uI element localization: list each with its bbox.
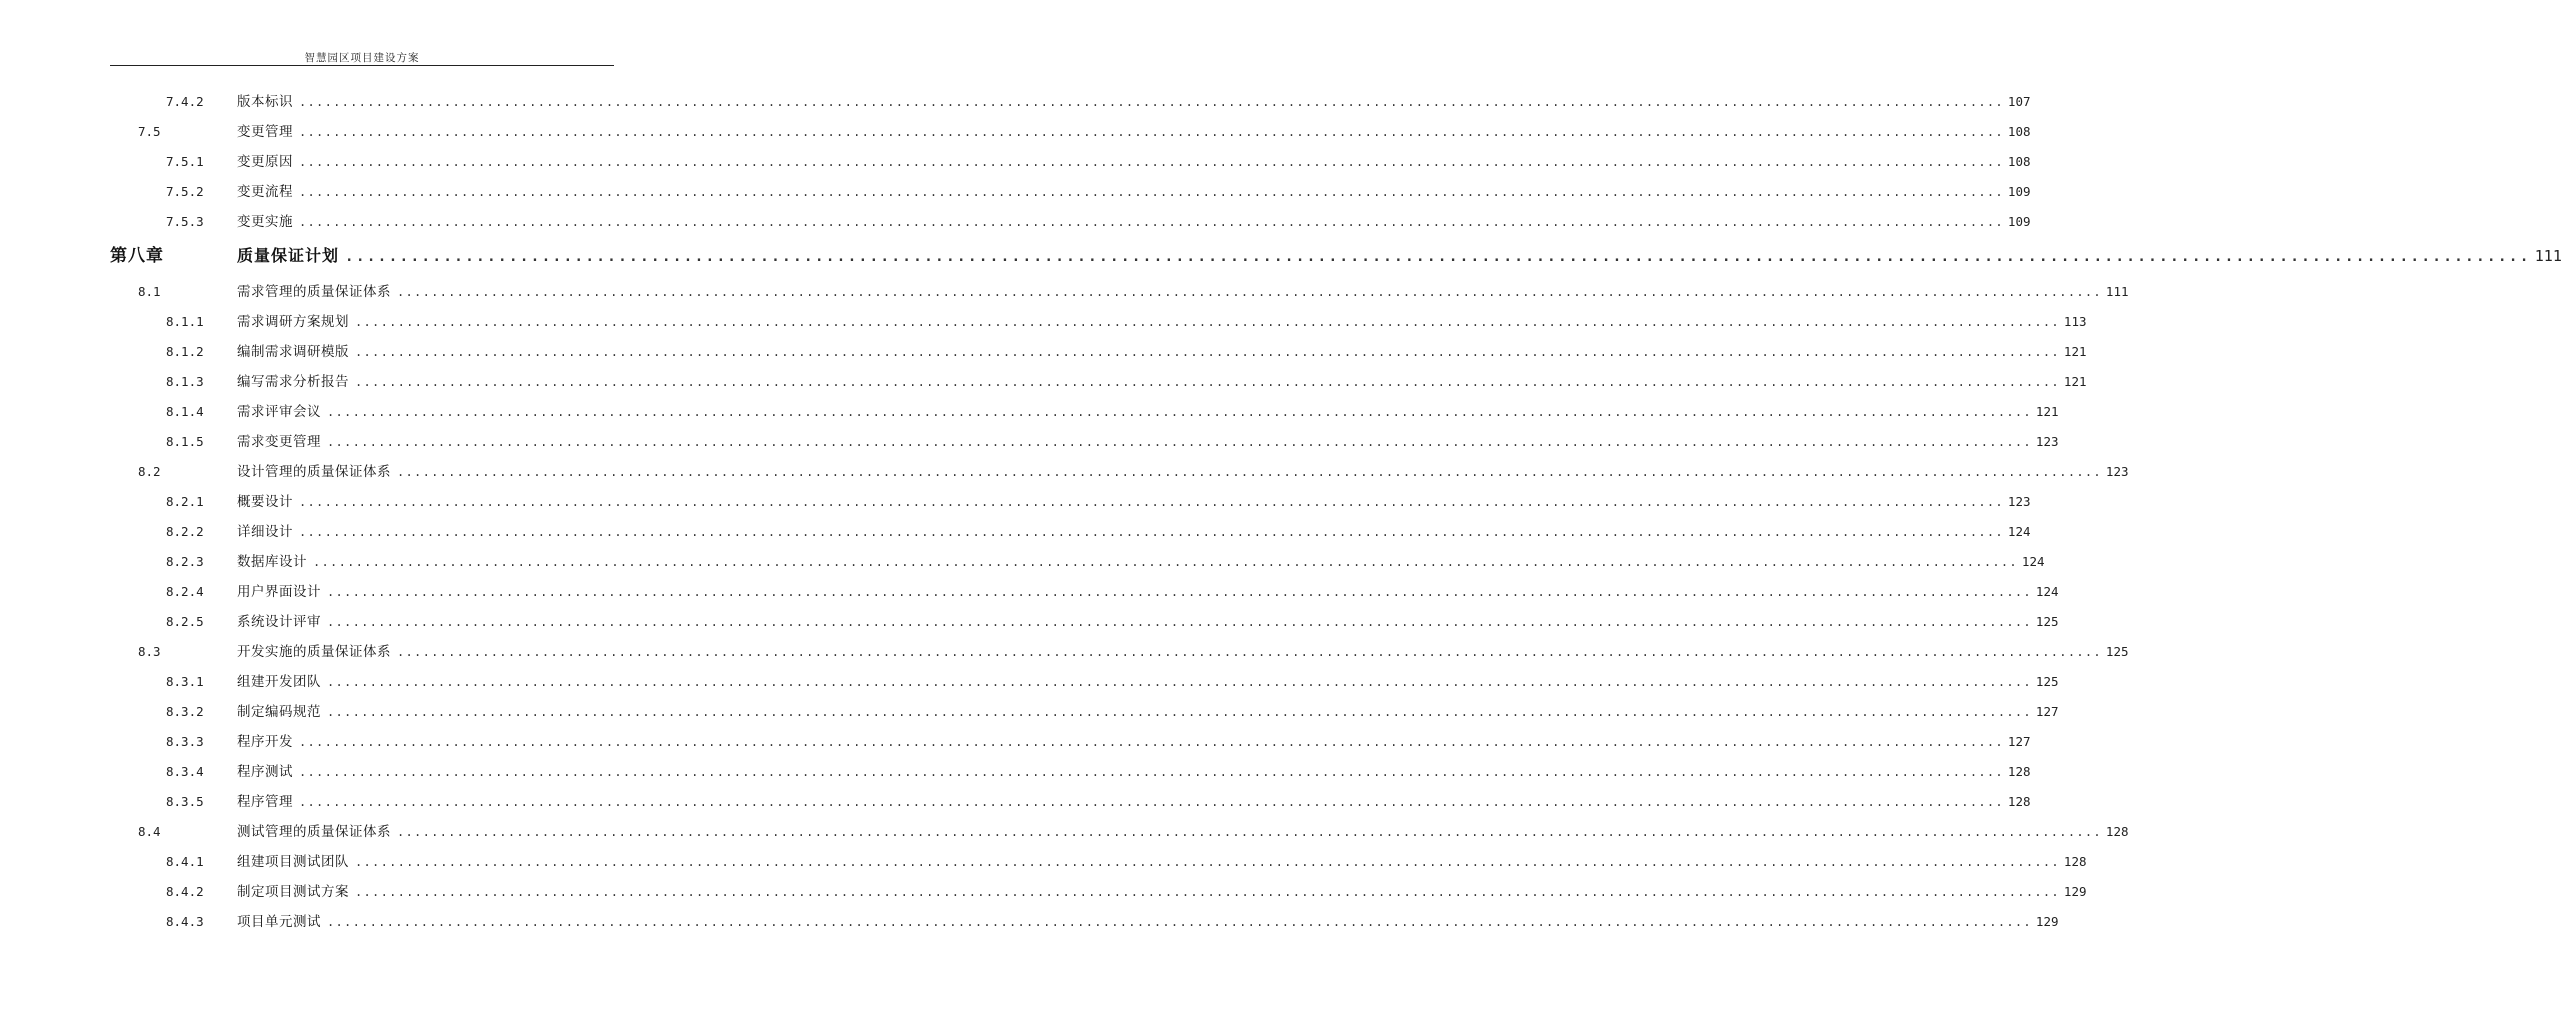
toc-entry-number: 8.2.2 <box>166 524 204 539</box>
toc-dot-leader: ........................................................................................................................................................................................................ <box>397 825 2102 839</box>
toc-entry-number: 8.1.2 <box>166 344 204 359</box>
toc-entry-number: 8.1.5 <box>166 434 204 449</box>
toc-entry-number: 8.3 <box>138 644 161 659</box>
toc-entry-number: 8.2.4 <box>166 584 204 599</box>
toc-entry-title: 变更原因 <box>237 154 293 170</box>
toc-dot-leader: ........................................................................................................................................................................................................ <box>299 185 2004 199</box>
toc-entry-page-number: 128 <box>2007 794 2031 809</box>
toc-entry-title: 需求管理的质量保证体系 <box>237 284 391 300</box>
toc-dot-leader: ........................................................................................................................................................................................................ <box>355 315 2060 329</box>
toc-entry-number: 8.1.1 <box>166 314 204 329</box>
toc-entry-number: 8.1 <box>138 284 161 299</box>
toc-entry-line <box>237 821 2129 843</box>
toc-entry-title: 程序开发 <box>237 734 293 750</box>
toc-entry-page-number: 124 <box>2021 554 2045 569</box>
toc-entry-line <box>237 551 2045 573</box>
toc-entry[interactable] <box>0 491 2031 513</box>
toc-entry-title: 编制需求调研模版 <box>237 344 349 360</box>
toc-entry-number: 8.4 <box>138 824 161 839</box>
toc-entry[interactable] <box>0 761 2031 783</box>
toc-entry-title: 详细设计 <box>237 524 293 540</box>
toc-entry-title: 编写需求分析报告 <box>237 374 349 390</box>
toc-entry-line <box>237 151 2031 173</box>
toc-dot-leader: ........................................................................................................................................................................................................ <box>299 735 2004 749</box>
toc-entry-title: 设计管理的质量保证体系 <box>237 464 391 480</box>
toc-dot-leader: ........................................................................................................................................................................................................ <box>397 645 2102 659</box>
page-header-title: 智慧园区项目建设方案 <box>304 52 420 64</box>
toc-entry-number: 8.3.1 <box>166 674 204 689</box>
toc-entry[interactable] <box>0 431 2059 453</box>
toc-entry-title: 测试管理的质量保证体系 <box>237 824 391 840</box>
toc-entry[interactable] <box>0 881 2087 903</box>
toc-entry-line <box>237 911 2059 933</box>
toc-entry[interactable] <box>0 551 2045 573</box>
toc-entry-line <box>237 611 2059 633</box>
toc-entry-line <box>237 851 2087 873</box>
toc-entry[interactable] <box>0 281 2129 303</box>
toc-dot-leader: ........................................................................................................................................................................................................ <box>327 435 2032 449</box>
toc-entry[interactable] <box>0 371 2087 393</box>
toc-entry-line <box>237 371 2087 393</box>
toc-entry-title: 开发实施的质量保证体系 <box>237 644 391 660</box>
toc-entry-page-number: 123 <box>2105 464 2129 479</box>
toc-dot-leader: ........................................................................................................................................................................................................ <box>397 465 2102 479</box>
toc-entry-line <box>237 401 2059 423</box>
toc-entry-page-number: 124 <box>2035 584 2059 599</box>
toc-entry-number: 7.5.2 <box>166 184 204 199</box>
toc-entry-page-number: 125 <box>2035 674 2059 689</box>
toc-entry-title: 制定编码规范 <box>237 704 321 720</box>
toc-entry-number: 7.5.1 <box>166 154 204 169</box>
toc-entry-line <box>237 491 2031 513</box>
toc-entry[interactable] <box>0 581 2059 603</box>
toc-entry-line <box>237 311 2087 333</box>
toc-entry-line <box>237 431 2059 453</box>
toc-entry[interactable] <box>0 851 2087 873</box>
toc-entry-line <box>237 245 2562 267</box>
toc-entry[interactable] <box>0 671 2059 693</box>
toc-entry-line <box>237 791 2031 813</box>
toc-entry-number: 7.4.2 <box>166 94 204 109</box>
toc-entry-number: 8.4.2 <box>166 884 204 899</box>
toc-entry-page-number: 129 <box>2035 914 2059 929</box>
toc-entry-title: 数据库设计 <box>237 554 307 570</box>
toc-entry[interactable] <box>0 461 2129 483</box>
toc-entry-line <box>237 761 2031 783</box>
toc-entry-line <box>237 581 2059 603</box>
toc-entry-page-number: 107 <box>2007 94 2031 109</box>
toc-entry-number: 8.1.3 <box>166 374 204 389</box>
toc-entry-page-number: 109 <box>2007 184 2031 199</box>
toc-entry-page-number: 128 <box>2007 764 2031 779</box>
toc-entry[interactable] <box>0 121 2031 143</box>
toc-entry-page-number: 113 <box>2063 314 2087 329</box>
toc-entry-page-number: 108 <box>2007 124 2031 139</box>
toc-entry[interactable] <box>0 821 2129 843</box>
toc-entry[interactable] <box>0 91 2031 113</box>
toc-entry-number: 7.5.3 <box>166 214 204 229</box>
toc-entry-line <box>237 731 2031 753</box>
toc-entry-page-number: 109 <box>2007 214 2031 229</box>
toc-entry[interactable] <box>0 401 2059 423</box>
toc-entry[interactable] <box>0 701 2059 723</box>
toc-entry-title: 需求调研方案规划 <box>237 314 349 330</box>
toc-entry-line <box>237 121 2031 143</box>
toc-entry[interactable] <box>0 641 2129 663</box>
toc-entry-page-number: 121 <box>2063 374 2087 389</box>
toc-dot-leader: ........................................................................................................................................................................................................ <box>355 885 2060 899</box>
toc-entry-page-number: 125 <box>2105 644 2129 659</box>
toc-entry-page-number: 123 <box>2007 494 2031 509</box>
toc-dot-leader: ........................................................................................................................................................................................................ <box>313 555 2018 569</box>
toc-entry-title: 变更管理 <box>237 124 293 140</box>
toc-dot-leader: ........................................................................................................................................................................................................ <box>299 95 2004 109</box>
toc-entry[interactable] <box>0 731 2031 753</box>
toc-entry-title: 概要设计 <box>237 494 293 510</box>
toc-dot-leader: ........................................................................................................................................................................................................ <box>327 585 2032 599</box>
toc-entry[interactable] <box>0 611 2059 633</box>
toc-entry-title: 需求变更管理 <box>237 434 321 450</box>
toc-entry-line <box>237 671 2059 693</box>
toc-entry-number: 8.3.2 <box>166 704 204 719</box>
toc-entry-number: 第八章 <box>110 246 164 266</box>
toc-entry-line <box>237 701 2059 723</box>
toc-dot-leader: ........................................................................................................................................................................................................ <box>327 915 2032 929</box>
toc-entry-line <box>237 91 2031 113</box>
toc-entry-title: 版本标识 <box>237 94 293 110</box>
toc-entry[interactable] <box>0 911 2059 933</box>
toc-entry-title: 程序测试 <box>237 764 293 780</box>
toc-entry-page-number: 127 <box>2007 734 2031 749</box>
toc-entry[interactable] <box>0 341 2087 363</box>
toc-entry-title: 组建开发团队 <box>237 674 321 690</box>
toc-chapter-entry[interactable] <box>0 245 2562 267</box>
toc-entry-line <box>237 641 2129 663</box>
toc-entry-line <box>237 521 2031 543</box>
toc-entry-page-number: 124 <box>2007 524 2031 539</box>
toc-entry-number: 8.1.4 <box>166 404 204 419</box>
toc-entry-page-number: 111 <box>2534 247 2562 265</box>
toc-entry-line <box>237 211 2031 233</box>
toc-entry-number: 8.4.3 <box>166 914 204 929</box>
toc-entry-number: 8.2.5 <box>166 614 204 629</box>
toc-dot-leader: ........................................................................................................................................................................................................ <box>299 495 2004 509</box>
toc-entry-title: 制定项目测试方案 <box>237 884 349 900</box>
toc-entry-number: 8.3.5 <box>166 794 204 809</box>
toc-entry-number: 8.4.1 <box>166 854 204 869</box>
toc-dot-leader: ........................................................................................................................................................................................................ <box>299 525 2004 539</box>
toc-entry-page-number: 108 <box>2007 154 2031 169</box>
toc-entry-line <box>237 461 2129 483</box>
toc-dot-leader: ........................................................................................................................................................................................................ <box>345 249 2531 265</box>
toc-entry-title: 质量保证计划 <box>237 246 340 265</box>
toc-entry-page-number: 121 <box>2035 404 2059 419</box>
toc-dot-leader: ........................................................................................................................................................................................................ <box>299 125 2004 139</box>
toc-dot-leader: ........................................................................................................................................................................................................ <box>355 375 2060 389</box>
toc-entry-number: 8.2.1 <box>166 494 204 509</box>
toc-entry-title: 项目单元测试 <box>237 914 321 930</box>
toc-entry-line <box>237 181 2031 203</box>
toc-entry-page-number: 127 <box>2035 704 2059 719</box>
toc-entry-title: 需求评审会议 <box>237 404 321 420</box>
toc-dot-leader: ........................................................................................................................................................................................................ <box>299 795 2004 809</box>
toc-dot-leader: ........................................................................................................................................................................................................ <box>327 705 2032 719</box>
toc-dot-leader: ........................................................................................................................................................................................................ <box>355 855 2060 869</box>
toc-entry-title: 用户界面设计 <box>237 584 321 600</box>
toc-dot-leader: ........................................................................................................................................................................................................ <box>355 345 2060 359</box>
toc-entry-number: 8.3.3 <box>166 734 204 749</box>
toc-dot-leader: ........................................................................................................................................................................................................ <box>397 285 2102 299</box>
toc-entry-line <box>237 881 2087 903</box>
toc-entry[interactable] <box>0 211 2031 233</box>
toc-dot-leader: ........................................................................................................................................................................................................ <box>327 405 2032 419</box>
toc-entry[interactable] <box>0 181 2031 203</box>
toc-entry-page-number: 128 <box>2063 854 2087 869</box>
toc-entry-page-number: 125 <box>2035 614 2059 629</box>
toc-entry-number: 7.5 <box>138 124 161 139</box>
toc-dot-leader: ........................................................................................................................................................................................................ <box>299 155 2004 169</box>
toc-entry-line <box>237 341 2087 363</box>
toc-entry-number: 8.2.3 <box>166 554 204 569</box>
toc-entry-page-number: 121 <box>2063 344 2087 359</box>
toc-entry-number: 8.3.4 <box>166 764 204 779</box>
toc-dot-leader: ........................................................................................................................................................................................................ <box>299 765 2004 779</box>
toc-entry-number: 8.2 <box>138 464 161 479</box>
toc-dot-leader: ........................................................................................................................................................................................................ <box>327 675 2032 689</box>
toc-entry-title: 组建项目测试团队 <box>237 854 349 870</box>
toc-entry[interactable] <box>0 791 2031 813</box>
toc-entry-title: 变更流程 <box>237 184 293 200</box>
toc-entry[interactable] <box>0 311 2087 333</box>
toc-entry-line <box>237 281 2129 303</box>
toc-entry-title: 系统设计评审 <box>237 614 321 630</box>
toc-entry-page-number: 111 <box>2105 284 2129 299</box>
toc-dot-leader: ........................................................................................................................................................................................................ <box>299 215 2004 229</box>
toc-entry-title: 程序管理 <box>237 794 293 810</box>
toc-dot-leader: ........................................................................................................................................................................................................ <box>327 615 2032 629</box>
toc-entry-page-number: 128 <box>2105 824 2129 839</box>
toc-entry[interactable] <box>0 521 2031 543</box>
toc-entry-page-number: 129 <box>2063 884 2087 899</box>
toc-entry-page-number: 123 <box>2035 434 2059 449</box>
toc-entry[interactable] <box>0 151 2031 173</box>
toc-entry-title: 变更实施 <box>237 214 293 230</box>
